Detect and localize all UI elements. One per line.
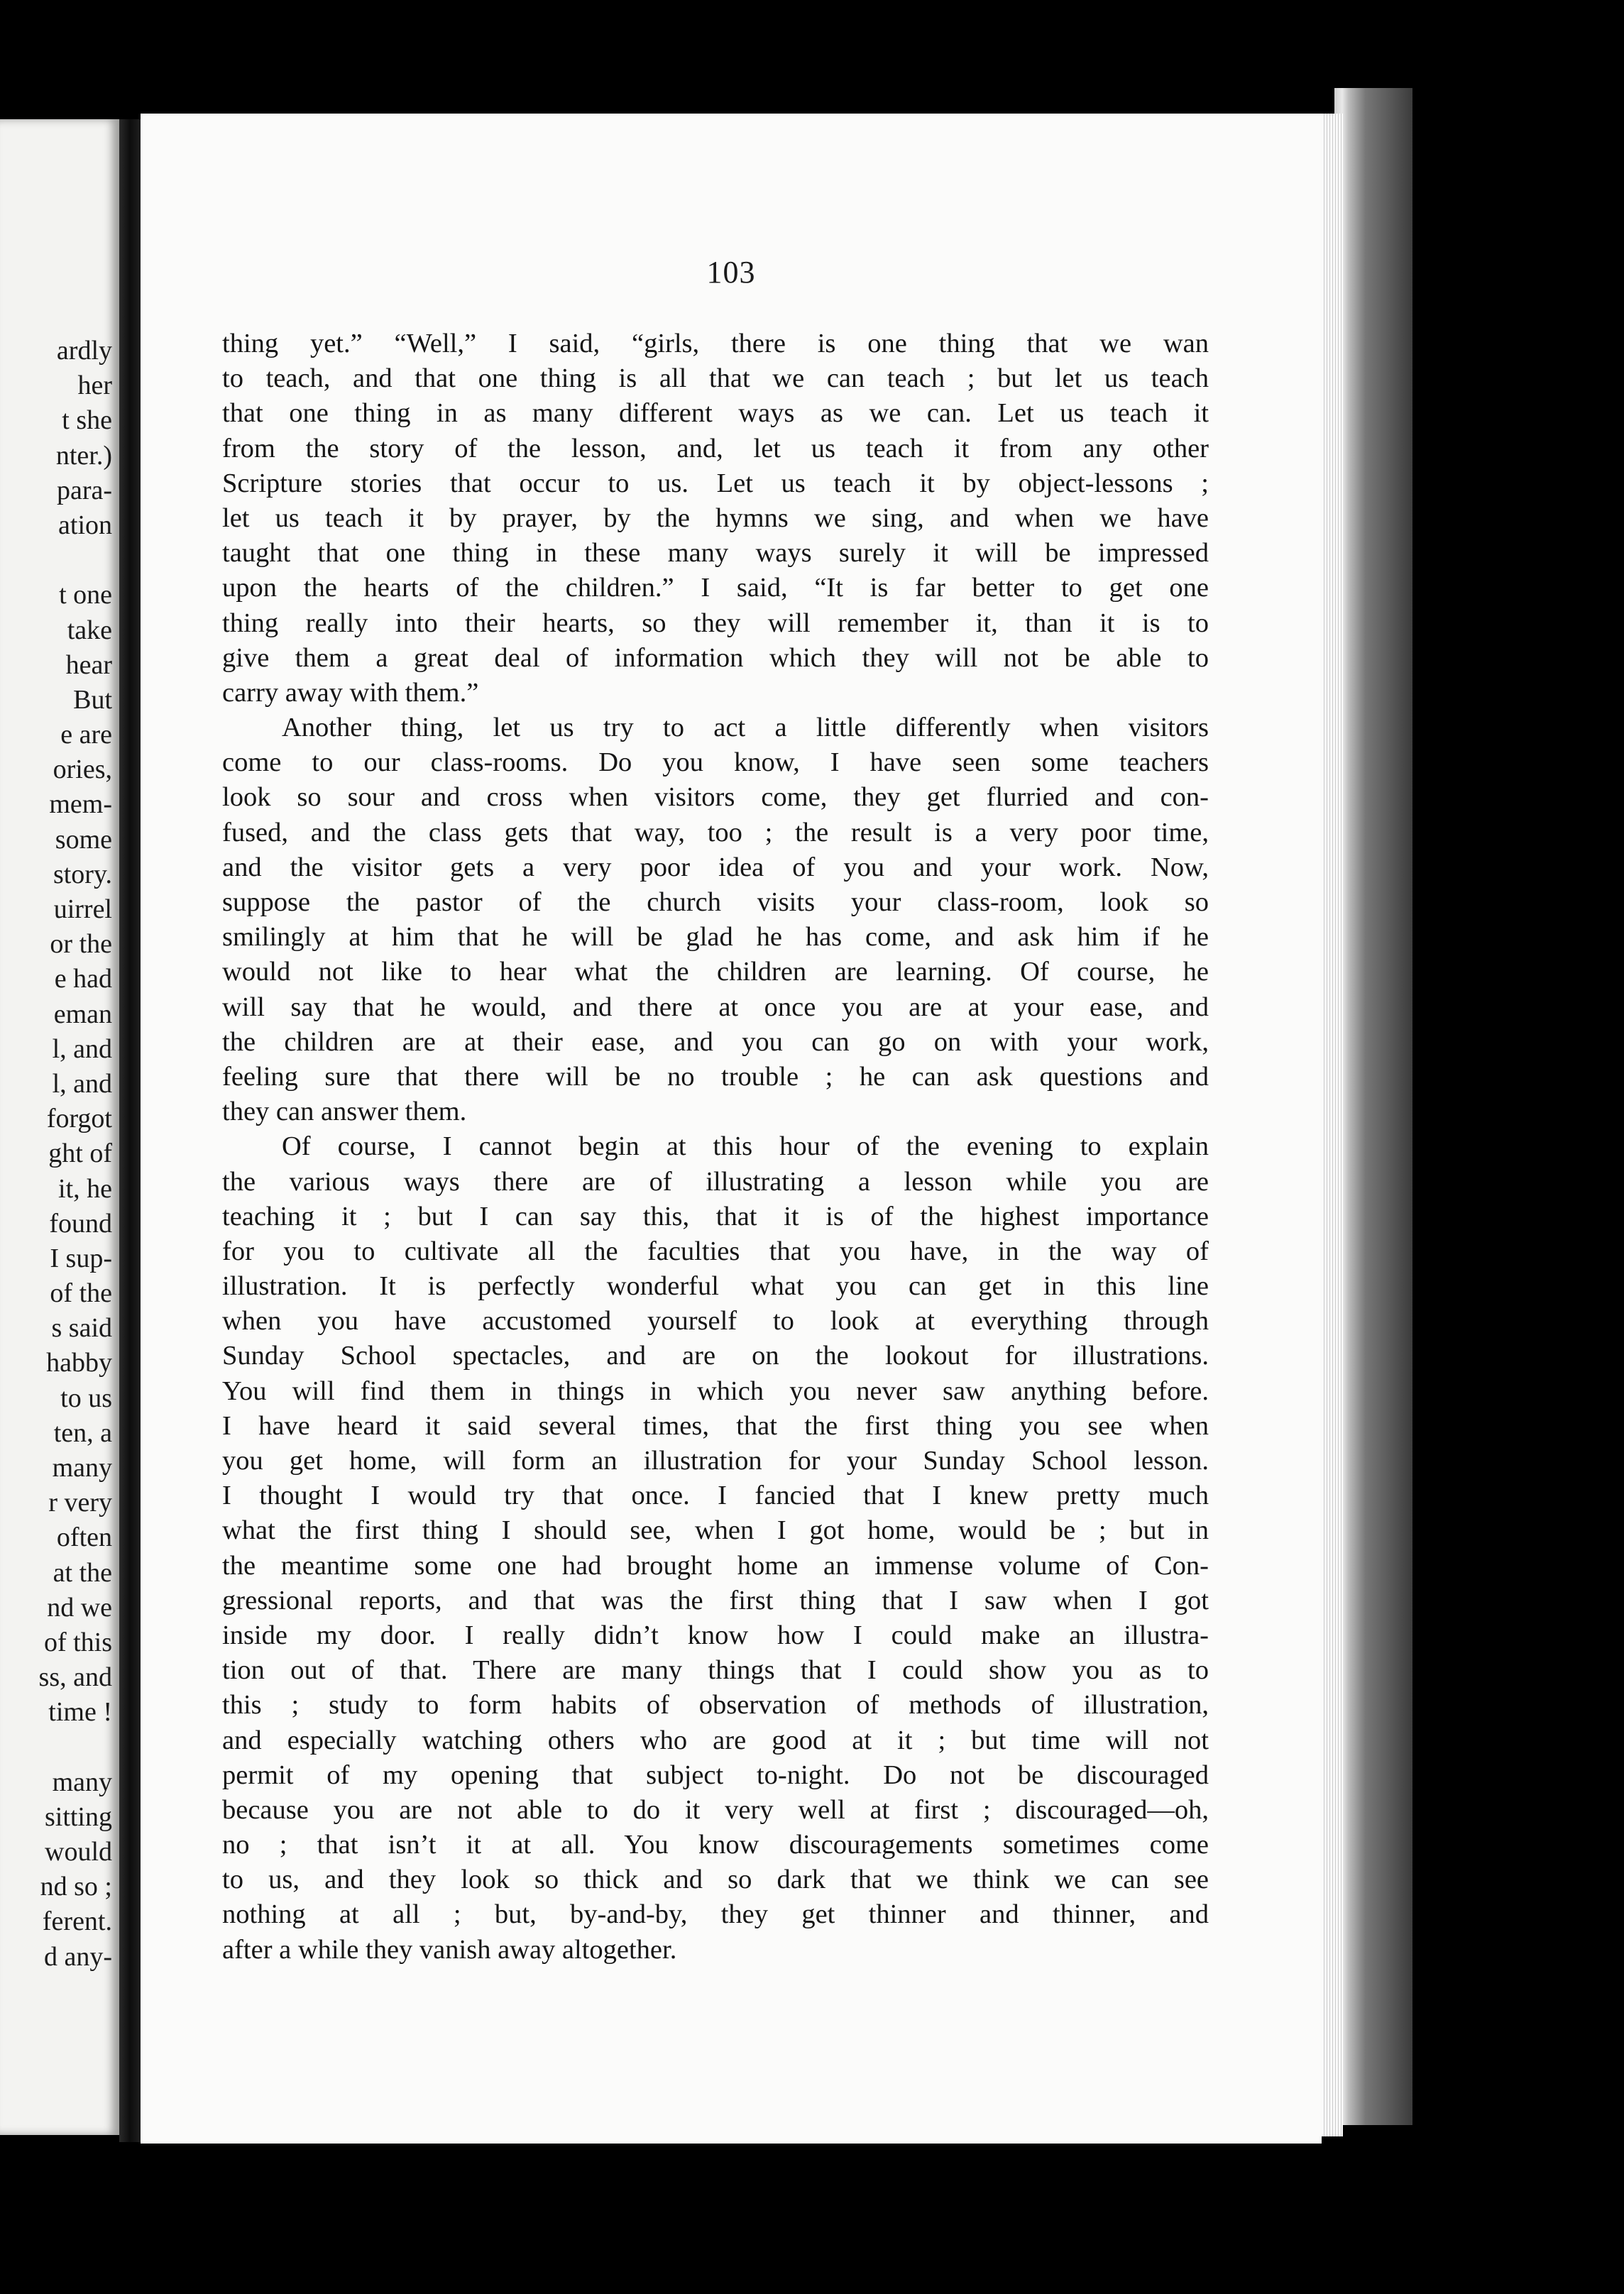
text-line: and especially watching others who are good at it ; but time will not [222, 1725, 1209, 1755]
left-page-text [39, 334, 112, 1975]
text-line: no ; that isn’t it at all. You know discouragements sometimes come [222, 1830, 1209, 1860]
left-page-line: ght of [48, 1138, 112, 1169]
left-page-line: ation [58, 510, 112, 540]
left-page-line: forgot [46, 1104, 112, 1134]
left-page-line: d any- [43, 1941, 112, 1972]
text-line: give them a great deal of information which they will not be able to [222, 642, 1209, 673]
text-line: nothing at all ; but, by-and-by, they get thinner and thinner, and [222, 1899, 1209, 1930]
left-page-line: eman [53, 999, 112, 1029]
left-page-line: ss, and [38, 1662, 112, 1693]
left-page-line: of the [50, 1278, 112, 1309]
left-page-line: e had [54, 964, 112, 994]
left-page-line: ardly [56, 336, 112, 366]
text-line: the meantime some one had brought home an immense volume of Con- [222, 1550, 1209, 1581]
text-line: the children are at their ease, and you can go on with your work, [222, 1026, 1209, 1057]
left-page-line: para- [56, 475, 112, 505]
text-line: illustration. It is perfectly wonderful what you can get in this line [222, 1271, 1209, 1302]
text-line: this ; study to form habits of observation of methods of illustration, [222, 1690, 1209, 1720]
text-line: teaching it ; but I can say this, that it is of the highest importance [222, 1201, 1209, 1231]
text-line: to us, and they look so thick and so dark that we think we can see [222, 1865, 1209, 1895]
text-line: inside my door. I really didn’t know how I could make an illustra- [222, 1620, 1209, 1650]
text-line: Of course, I cannot begin at this hour of the evening to explain [282, 1131, 1209, 1162]
text-line: to teach, and that one thing is all that we can teach ; but let us teach [222, 363, 1209, 394]
text-line: I thought I would try that once. I fancied that I knew pretty much [222, 1481, 1209, 1511]
text-line: Scripture stories that occur to us. Let us teach it by object-lessons ; [222, 468, 1209, 498]
text-line: they can answer them. [222, 1097, 467, 1127]
left-page-line: to us [60, 1383, 112, 1413]
text-line: thing really into their hearts, so they will remember it, than it is to [222, 608, 1209, 638]
left-page-line: story. [53, 859, 112, 889]
text-line: and the visitor gets a very poor idea of you and your work. Now, [222, 852, 1209, 882]
left-page-line: l, and [52, 1068, 112, 1099]
text-line: Another thing, let us try to act a little differently when visitors [282, 713, 1209, 743]
text-line: would not like to hear what the children are learning. Of course, he [222, 957, 1209, 987]
left-page-line: uirrel [53, 894, 112, 924]
page-edges [1322, 114, 1343, 2136]
right-page [141, 114, 1322, 2144]
left-page-line: ten, a [53, 1417, 112, 1448]
text-line: when you have accustomed yourself to look at everything through [222, 1306, 1209, 1337]
text-line: you get home, will form an illustration for your Sunday School lesson. [222, 1446, 1209, 1476]
text-line: tion out of that. There are many things that I could show you as to [222, 1655, 1209, 1686]
left-page-line: nter.) [55, 440, 112, 471]
text-line: permit of my opening that subject to-night. Do not be discouraged [222, 1760, 1209, 1790]
page-number: 103 [706, 255, 756, 290]
text-line: smilingly at him that he will be glad he has come, and ask him if he [222, 922, 1209, 953]
text-line: suppose the pastor of the church visits your class-room, look so [222, 887, 1209, 917]
text-line: from the story of the lesson, and, let us teach it from any other [222, 433, 1209, 463]
left-page-line: t one [59, 580, 112, 610]
left-page-line: ferent. [42, 1906, 112, 1937]
text-line: that one thing in as many different ways as we can. Let us teach it [222, 398, 1209, 429]
book-edge [1334, 88, 1412, 2125]
text-line: upon the hearts of the children.” I said, “It is far better to get one [222, 573, 1209, 603]
left-page-line: often [56, 1522, 112, 1553]
left-page-line: I sup- [50, 1243, 112, 1273]
left-page-line: hear [65, 649, 112, 680]
text-line: You will find them in things in which you never saw anything before. [222, 1376, 1209, 1406]
text-line: taught that one thing in these many ways surely it will be impressed [222, 538, 1209, 569]
text-line: carry away with them.” [222, 677, 479, 708]
left-page-line: s said [51, 1313, 112, 1344]
left-page-line: at the [53, 1557, 112, 1588]
text-line: for you to cultivate all the faculties that you have, in the way of [222, 1236, 1209, 1266]
text-line: come to our class-rooms. Do you know, I have seen some teachers [222, 747, 1209, 778]
left-page-line: ories, [53, 754, 112, 785]
left-page-line [39, 1730, 112, 1765]
text-line: will say that he would, and there at once you are at your ease, and [222, 992, 1209, 1022]
left-page-line [39, 543, 112, 578]
left-page-line: l, and [52, 1033, 112, 1064]
left-page-line: But [73, 684, 112, 715]
left-page-line: habby [46, 1348, 112, 1378]
text-line: because you are not able to do it very well at first ; discouraged—oh, [222, 1794, 1209, 1825]
left-page-line: it, he [58, 1173, 112, 1204]
text-line: Sunday School spectacles, and are on the lookout for illustrations. [222, 1341, 1209, 1371]
left-page-line: many [52, 1767, 112, 1797]
left-page [0, 119, 119, 2135]
left-page-line: nd so ; [40, 1872, 112, 1902]
left-page-line: many [52, 1453, 112, 1483]
left-page-line: sitting [44, 1801, 112, 1832]
text-line: thing yet.” “Well,” I said, “girls, there is one thing that we wan [222, 329, 1209, 358]
left-page-line: or the [50, 929, 112, 960]
text-line: I have heard it said several times, that the first thing you see when [222, 1410, 1209, 1441]
body-text [222, 326, 1209, 1968]
left-page-line: her [77, 371, 112, 401]
book-gutter [119, 119, 141, 2142]
text-line: let us teach it by prayer, by the hymns we sing, and when we have [222, 503, 1209, 533]
left-page-line: t she [62, 405, 112, 436]
left-page-line: take [67, 615, 112, 645]
left-page-line: of this [43, 1627, 112, 1657]
left-page-line: r very [48, 1488, 112, 1518]
text-line: gressional reports, and that was the first thing that I saw when I got [222, 1585, 1209, 1615]
left-page-line: e are [60, 720, 112, 750]
text-line: feeling sure that there will be no trouble ; he can ask questions and [222, 1061, 1209, 1092]
text-line: after a while they vanish away altogether. [222, 1934, 677, 1965]
text-line: fused, and the class gets that way, too ; the result is a very poor time, [222, 817, 1209, 847]
text-line: look so sour and cross when visitors come, they get flurried and con- [222, 782, 1209, 813]
text-line: the various ways there are of illustrating a lesson while you are [222, 1166, 1209, 1197]
text-line: what the first thing I should see, when I got home, would be ; but in [222, 1515, 1209, 1546]
left-page-line: would [45, 1837, 112, 1867]
left-page-line: time ! [48, 1697, 112, 1728]
left-page-line: some [55, 824, 112, 855]
left-page-line: nd we [47, 1592, 112, 1623]
left-page-line: found [49, 1208, 112, 1239]
left-page-line: mem- [49, 789, 112, 820]
